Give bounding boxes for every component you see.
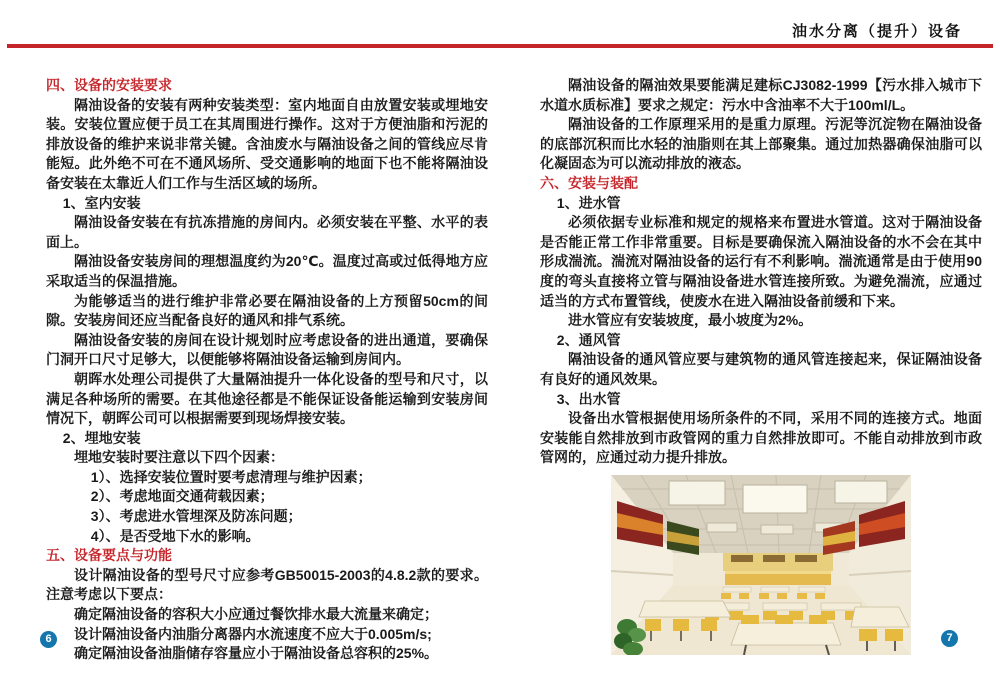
subsection-title-inlet-pipe: 1、进水管 <box>556 194 621 211</box>
cafeteria-interior-photo <box>611 475 911 655</box>
right-page <box>540 76 982 655</box>
paragraph: 朝晖水处理公司提供了大量隔油提升一体化设备的型号和尺寸，以满足各种场所的需要。在其他途径都是不能保证设备能运输到安装房间情况下，朝晖公司可以根据需要到现场焊接安装。 <box>46 370 488 427</box>
section-heading-4: 四、设备的安装要求 <box>46 77 172 93</box>
paragraph: 设备出水管根据使用场所条件的不同，采用不同的连接方式。地面安装能自然排放到市政管网的重力自然排放即可。不能自动排放到市政管网的，应通过动力提升排放。 <box>540 410 982 466</box>
paragraph: 隔油设备的安装有两种安装类型：室内地面自由放置安装或埋地安装。安装位置应便于员工在其周围进行操作。这对于方便油脂和污泥的排放设备的维护来说非常关键。含油废水与隔油设备之间的管线应尽肯能短。此外绝不可在不通风场所、受交通影响的地面下也不能将隔油设备安装在太靠近人们工作与生活区域的场所。 <box>46 96 488 191</box>
paragraph: 隔油设备安装在有抗冻措施的房间内。必须安装在平整、水平的表面上。 <box>46 214 488 250</box>
paragraph: 隔油设备安装房间的理想温度约为20℃。温度过高或过低得地方应采取适当的保温措施。 <box>46 253 488 289</box>
subsection-title-outlet-pipe: 3、出水管 <box>556 390 621 407</box>
subsection-title-vent-pipe: 2、通风管 <box>556 331 621 348</box>
page-number-right: 7 <box>941 630 958 647</box>
paragraph: 隔油设备的工作原理采用的是重力原理。污泥等沉淀物在隔油设备的底部沉积而比水轻的油脂则在其上部聚集。通过加热器确保油脂可以化凝固态为可以流动排放的液态。 <box>540 116 982 172</box>
header-rule <box>7 44 993 48</box>
section-heading-6: 六、安装与装配 <box>540 174 638 191</box>
paragraph: 隔油设备的通风管应要与建筑物的通风管连接起来，保证隔油设备有良好的通风效果。 <box>540 351 982 387</box>
serving-counter <box>673 553 849 585</box>
section-heading-5: 五、设备要点与功能 <box>46 547 172 564</box>
paragraph: 设计隔油设备的型号尺寸应参考GB50015-2003的4.8.2款的要求。注意考虑以下要点： <box>46 566 488 603</box>
list-item: 2）、考虑地面交通荷载因素； <box>90 488 274 505</box>
subsection-title-buried: 2、埋地安装 <box>62 429 141 446</box>
paragraph: 隔油设备的隔油效果要能满足建标CJ3082-1999【污水排入城市下水道水质标准】要求之规定：污水中含油率不大于100ml/L。 <box>540 77 982 113</box>
left-page <box>46 76 488 664</box>
list-item: 设计隔油设备内油脂分离器内水流速度不应大于0.005m/s; <box>74 625 432 642</box>
paragraph: 埋地安装时要注意以下四个因素： <box>74 449 284 466</box>
paragraph: 隔油设备安装的房间在设计规划时应考虑设备的进出通道，要确保门洞开口尺寸足够大，以便能够将隔油设备运输到房间内。 <box>46 331 488 368</box>
paragraph: 为能够适当的进行维护非常必要在隔油设备的上方预留50cm的间隙。安装房间还应当配备良好的通风和排气系统。 <box>46 292 488 329</box>
subsection-title-indoor: 1、室内安装 <box>62 194 141 211</box>
paragraph: 进水管应有安装坡度，最小坡度为2%。 <box>568 312 813 329</box>
paragraph: 必须依据专业标准和规定的规格来布置进水管道。这对于隔油设备是否能正常工作非常重要。目标是要确保流入隔油设备的水不会在其中形成湍流。湍流对隔油设备的运行有不利影响。湍流通常是由于使用90度的弯头直接将立管与隔油设备进水管连接所致。为避免湍流，应通过适当的方式布置管线，使废水在进入隔油设备前缓和下来。 <box>540 214 982 309</box>
page-number-left: 6 <box>40 631 57 648</box>
list-item: 确定隔油设备的容积大小应通过餐饮排水最大流量来确定； <box>74 606 438 623</box>
list-item: 4）、是否受地下水的影响。 <box>90 527 260 544</box>
list-item: 确定隔油设备油脂储存容量应小于隔油设备总容积的25%。 <box>74 645 439 662</box>
list-item: 3）、考虑进水管埋深及防冻问题； <box>90 508 302 525</box>
page-header-title: 油水分离（提升）设备 <box>791 23 962 40</box>
list-item: 1）、选择安装位置时要考虑清理与维护因素； <box>90 468 372 485</box>
